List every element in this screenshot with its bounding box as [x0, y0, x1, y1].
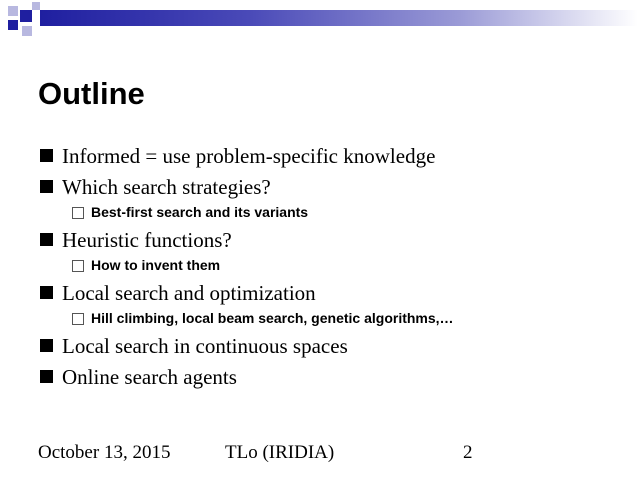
hollow-square-bullet-icon — [72, 260, 84, 272]
bullet-text: Which search strategies? — [62, 175, 271, 199]
bullet-item — [38, 142, 628, 173]
sub-bullet-item — [38, 310, 628, 332]
bullet-item — [38, 332, 628, 363]
bullet-text: Online search agents — [62, 365, 237, 389]
bullet-item — [38, 226, 628, 257]
footer-author: TLo (IRIDIA) — [225, 442, 335, 463]
decor-square — [8, 20, 18, 30]
square-bullet-icon — [40, 233, 53, 246]
square-bullet-icon — [40, 286, 53, 299]
sub-bullet-text: Hill climbing, local beam search, genetic algorithms,… — [91, 310, 454, 326]
bullet-item — [38, 279, 628, 310]
bullet-text: Local search and optimization — [62, 281, 316, 305]
bullet-text: Informed = use problem-specific knowledge — [62, 144, 436, 168]
square-bullet-icon — [40, 370, 53, 383]
sub-bullet-item — [38, 257, 628, 279]
bullet-item — [38, 173, 628, 204]
footer-page-number: 2 — [463, 442, 473, 463]
slide-title: Outline — [38, 76, 145, 111]
hollow-square-bullet-icon — [72, 313, 84, 325]
square-bullet-icon — [40, 339, 53, 352]
bullet-item — [38, 363, 628, 394]
sub-bullet-text: How to invent them — [91, 257, 221, 273]
hollow-square-bullet-icon — [72, 207, 84, 219]
sub-bullet-text: Best-first search and its variants — [91, 204, 309, 220]
square-bullet-icon — [40, 149, 53, 162]
decor-square — [20, 10, 32, 22]
bullet-text: Heuristic functions? — [62, 228, 232, 252]
decor-square — [32, 2, 40, 10]
footer-date: October 13, 2015 — [38, 442, 171, 463]
decor-square — [22, 26, 32, 36]
title-bar-gradient — [40, 10, 638, 26]
bullet-text: Local search in continuous spaces — [62, 334, 348, 358]
decor-square — [8, 6, 18, 16]
square-bullet-icon — [40, 180, 53, 193]
bullet-list — [38, 142, 628, 394]
sub-bullet-item — [38, 204, 628, 226]
